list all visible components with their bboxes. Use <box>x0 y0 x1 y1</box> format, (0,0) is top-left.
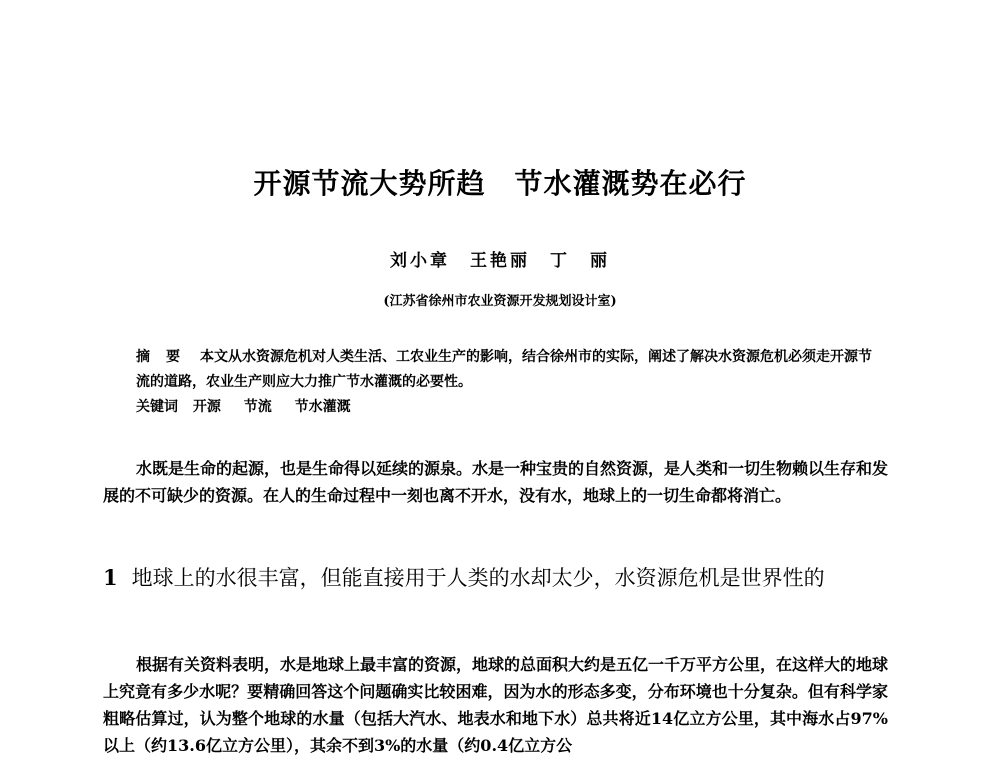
section-title: 地球上的水很丰富，但能直接用于人类的水却太少，水资源危机是世界性的 <box>131 566 825 590</box>
abstract-text-line <box>136 345 876 395</box>
intro-paragraph: 水既是生命的起源，也是生命得以延续的源泉。水是一种宝贵的自然资源，是人类和一切生物赖以生存和发展的不可缺少的资源。在人的生命过程中一刻也离不开水，没有水，地球上的一切生命都将消亡。 <box>103 459 889 505</box>
keywords-line <box>136 395 876 420</box>
keyword: 开源 <box>192 399 221 415</box>
section-heading <box>103 563 893 593</box>
keyword: 节水灌溉 <box>294 399 351 415</box>
abstract-block <box>136 345 876 420</box>
abstract-text: 本文从水资源危机对人类生活、工农业生产的影响，结合徐州市的实际，阐述了解决水资源危机必须走开源节流的道路，农业生产则应大力推广节水灌溉的必要性。 <box>136 349 872 390</box>
keyword: 节流 <box>243 399 272 415</box>
abstract-label: 摘要 <box>136 349 196 365</box>
section-number: 1 <box>103 565 118 590</box>
keywords-label: 关键词 <box>136 399 178 415</box>
paper-title: 开源节流大势所趋 节水灌溉势在必行 <box>253 167 747 200</box>
author-list: 刘小章 王艳丽 丁 丽 <box>390 251 610 271</box>
author-affiliation: (江苏省徐州市农业资源开发规划设计室) <box>383 294 617 309</box>
section-paragraph: 根据有关资料表明，水是地球上最丰富的资源，地球的总面积大约是五亿一千万平方公里，在这样大的地球上究竟有多少水呢？要精确回答这个问题确实比较困难，因为水的形态多变，分布环境也十分复杂。但有科学家粗略估算过，认为整个地球的水量（包括大汽水、地表水和地下水）总共将近14亿立方公里，其中海水占97%以上（约13.6亿立方公里），其余不到3%的水量（约0.4亿立方公 <box>103 655 889 755</box>
